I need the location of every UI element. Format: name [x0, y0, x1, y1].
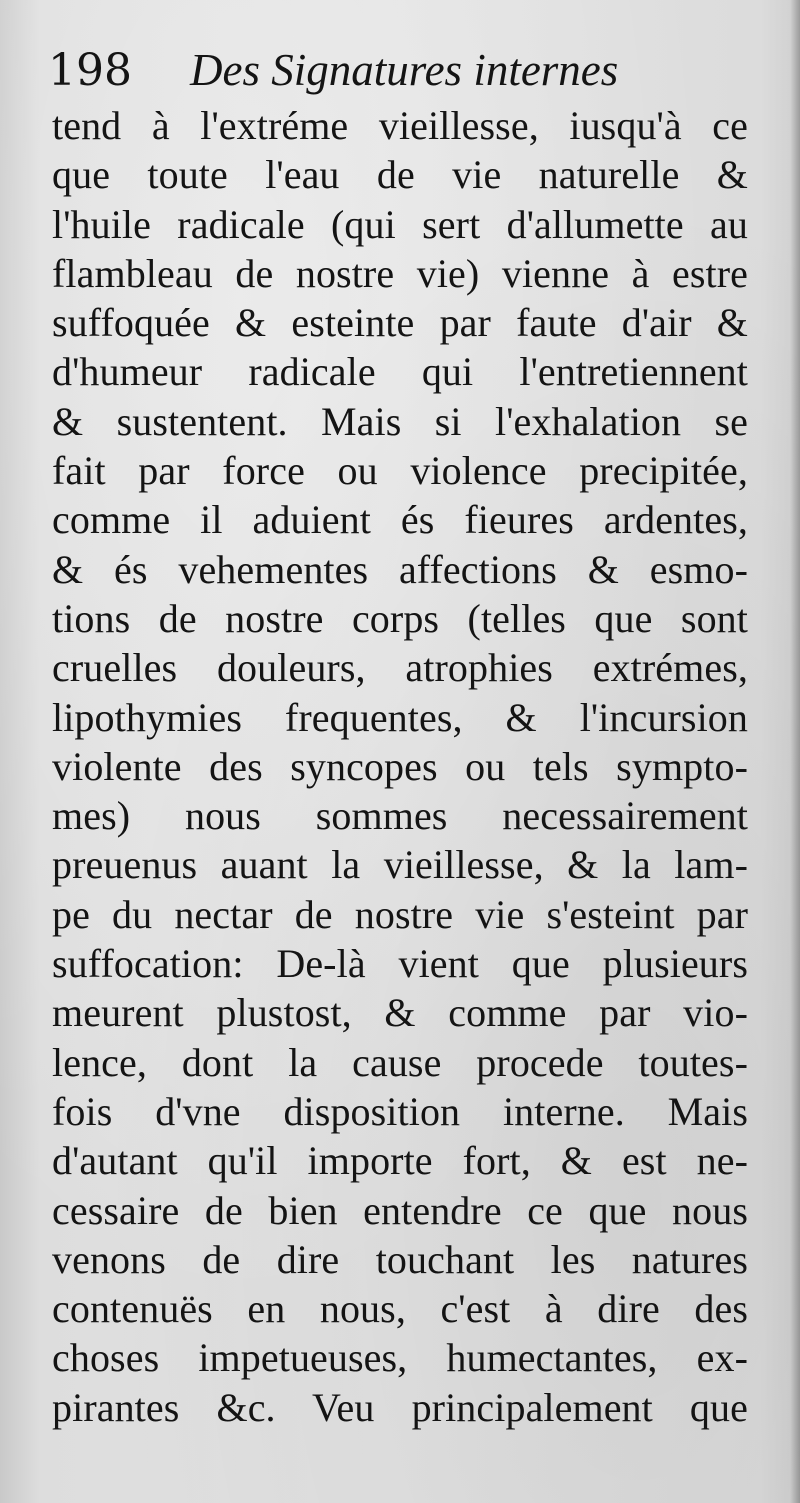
text-line: fait par force ou violence precipitée,: [52, 448, 748, 494]
text-line: & sustentent. Mais si l'exhalation se: [52, 398, 748, 444]
page-edge-shadow: [790, 0, 800, 1503]
text-line: pirantes &c. Veu principalement que: [52, 1384, 748, 1430]
text-line: pe du nectar de nostre vie s'esteint par: [52, 891, 748, 937]
text-line: mes) nous sommes necessairement: [52, 793, 748, 839]
body-text: [52, 101, 748, 1432]
text-line: d'autant qu'il importe fort, & est ne-: [52, 1138, 748, 1184]
text-line: flambleau de nostre vie) vienne à estre: [52, 250, 748, 296]
text-line: l'huile radicale (qui sert d'allumette au: [52, 201, 748, 247]
running-title: Des Signatures internes: [190, 45, 619, 95]
text-line: tions de nostre corps (telles que sont: [52, 595, 748, 641]
text-line: fois d'vne disposition interne. Mais: [52, 1088, 748, 1134]
text-line: contenuës en nous, c'est à dire des: [52, 1286, 748, 1332]
text-line: meurent plustost, & comme par vio-: [52, 990, 748, 1036]
text-line: violente des syncopes ou tels sympto-: [52, 743, 748, 789]
text-line: comme il aduient és fieures ardentes,: [52, 497, 748, 543]
text-line: venons de dire touchant les natures: [52, 1236, 748, 1282]
text-line: preuenus auant la vieillesse, & la lam-: [52, 842, 748, 888]
text-line: lence, dont la cause procede toutes-: [52, 1039, 748, 1085]
text-line: suffocation: De-là vient que plusieurs: [52, 941, 748, 987]
text-line: suffoquée & esteinte par faute d'air &: [52, 300, 748, 346]
text-line: d'humeur radicale qui l'entretiennent: [52, 349, 748, 395]
text-line: cruelles douleurs, atrophies extrémes,: [52, 645, 748, 691]
text-line: cessaire de bien entendre ce que nous: [52, 1187, 748, 1233]
text-line: choses impetueuses, humectantes, ex-: [52, 1335, 748, 1381]
text-line: lipothymies frequentes, & l'incursion: [52, 694, 748, 740]
text-line: que toute l'eau de vie naturelle &: [52, 152, 748, 198]
text-line: tend à l'extréme vieillesse, iusqu'à ce: [52, 103, 748, 148]
page-number: 198: [48, 45, 132, 96]
text-line: & és vehementes affections & esmo-: [52, 546, 748, 592]
page-header: [48, 40, 748, 100]
